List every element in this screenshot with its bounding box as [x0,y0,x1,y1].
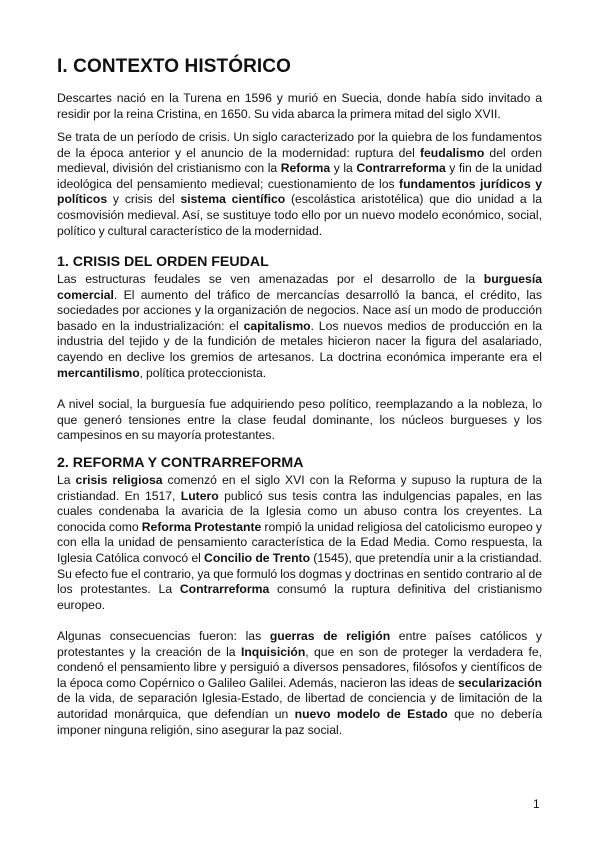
text-run: y la [330,161,357,176]
text-run: entre países católicos y protestantes y la creación de la [57,629,542,659]
text-run: del orden medieval, división del cristianismo con la [57,145,542,176]
bold-term: Contrarreforma [356,161,446,176]
page-title: I. CONTEXTO HISTÓRICO [57,56,291,77]
text-run: Algunas consecuencias fueron: las [57,629,270,643]
bold-term: Lutero [180,488,219,503]
text-run: que no debería imponer ninguna religión, sino asegurar la paz social. [57,706,542,737]
text-run: Se trata de un período de crisis. Un siglo caracterizado por la quiebra de los fundamentos de la época anterior y el anuncio de la modernidad: ruptura del [57,130,542,160]
text-run: de la vida, de separación Iglesia-Estado, de libertad de conciencia y de limitación de la autoridad monárquica, que defendían un [57,691,542,721]
bold-term: sistema científico [180,192,286,207]
bold-term: mercantilismo [57,365,140,380]
text-run: (1545), que pretendía unir a la cristiandad. Su efecto fue el contrario, ya que formuló los dogmas y doctrinas en sentido contrario al de los protestantes. La [57,550,542,597]
text-run: . El aumento del tráfico de mercancías desarrolló la banca, el crédito, las sociedades por acciones y la organización de negocios. Nace así un modo de producción basado en la industrialización: el [57,287,542,333]
bold-term: Concilio de Trento [204,550,311,565]
text-run: , que en son de proteger la verdadera fe, condenó el pensamiento libre y persiguió a diversos pensadores, filósofos y científicos de la época como Copérnico o Galileo Galilei. Además, nacieron las ideas de [57,644,542,690]
text-run: , política proteccionista. [139,365,267,380]
text-run: La [57,473,76,487]
text-run: A nivel social, la burguesía fue adquiriendo peso político, reemplazando a la nobleza, lo que generó tensiones entre la clase feudal dominante, los núcleos burgueses y los campesinos en su mayoría protestantes. [57,397,542,443]
bold-term: secularización [458,675,542,690]
section-2-heading: 2. REFORMA Y CONTRARREFORMA [57,455,304,471]
intro-paragraph-2 [57,130,542,239]
text-run: consumó la ruptura definitiva del cristianismo europeo. [57,582,542,612]
bold-term: nuevo modelo de Estado [294,706,448,721]
bold-term: crisis religiosa [75,473,163,487]
bold-term: capitalismo [243,318,311,333]
bold-term: Reforma Protestante [141,519,262,534]
section-2-paragraph-2 [57,629,542,738]
text-run: publicó sus tesis contra las indulgencias papales, en las cuales condenaba la avaricia de la Iglesia como un abuso contra los creyentes. La conocida como [57,488,542,534]
text-run: Descartes nació en la Turena en 1596 y murió en Suecia, donde había sido invitado a residir por la reina Cristina, en 1650. Su vida abarca la primera mitad del siglo XVII. [57,91,542,121]
text-run: rompió la unidad religiosa del catolicismo europeo y con ella la unidad de pensamiento característica de la Edad Media. Como respuesta, la Iglesia Católica convocó el [57,519,543,565]
text-run: . Los nuevos medios de producción en la industria del tejido y de la fundición de metales hicieron nacer la figura del asalariado, cayendo en declive los gremios de artesanos. La doctrina económica imperante era el [57,318,542,364]
section-1-paragraph-2 [57,397,542,444]
bold-term: feudalismo [419,145,485,160]
section-2-paragraph-1 [57,473,542,613]
bold-term: fundamentos jurídicos y políticos [57,176,542,207]
bold-term: guerras de religión [269,629,391,643]
section-1-paragraph-1 [57,272,542,381]
section-1-heading: 1. CRISIS DEL ORDEN FEUDAL [57,254,269,270]
text-run: (escolástica aristotélica) que dio unidad a la cosmovisión medieval. Así, se sustituye todo ello por un nuevo modelo económico, social, político y cultural característico de la modernidad. [57,192,542,238]
bold-term: Reforma [280,161,331,176]
text-run: y crisis del [107,192,181,207]
bold-term: burguesía comercial [57,272,542,302]
text-run: comenzó en el siglo XVI con la Reforma y supuso la ruptura de la cristiandad. En 1517, [57,473,542,503]
intro-paragraph-1 [57,91,542,122]
page-number: 1 [533,797,540,811]
text-run: y fin de la unidad ideológica del pensamiento medieval; cuestionamiento de los [57,161,542,191]
bold-term: Inquisición [240,644,306,659]
text-run: Las estructuras feudales se ven amenazadas por el desarrollo de la [57,272,484,286]
bold-term: Contrarreforma [179,582,270,597]
